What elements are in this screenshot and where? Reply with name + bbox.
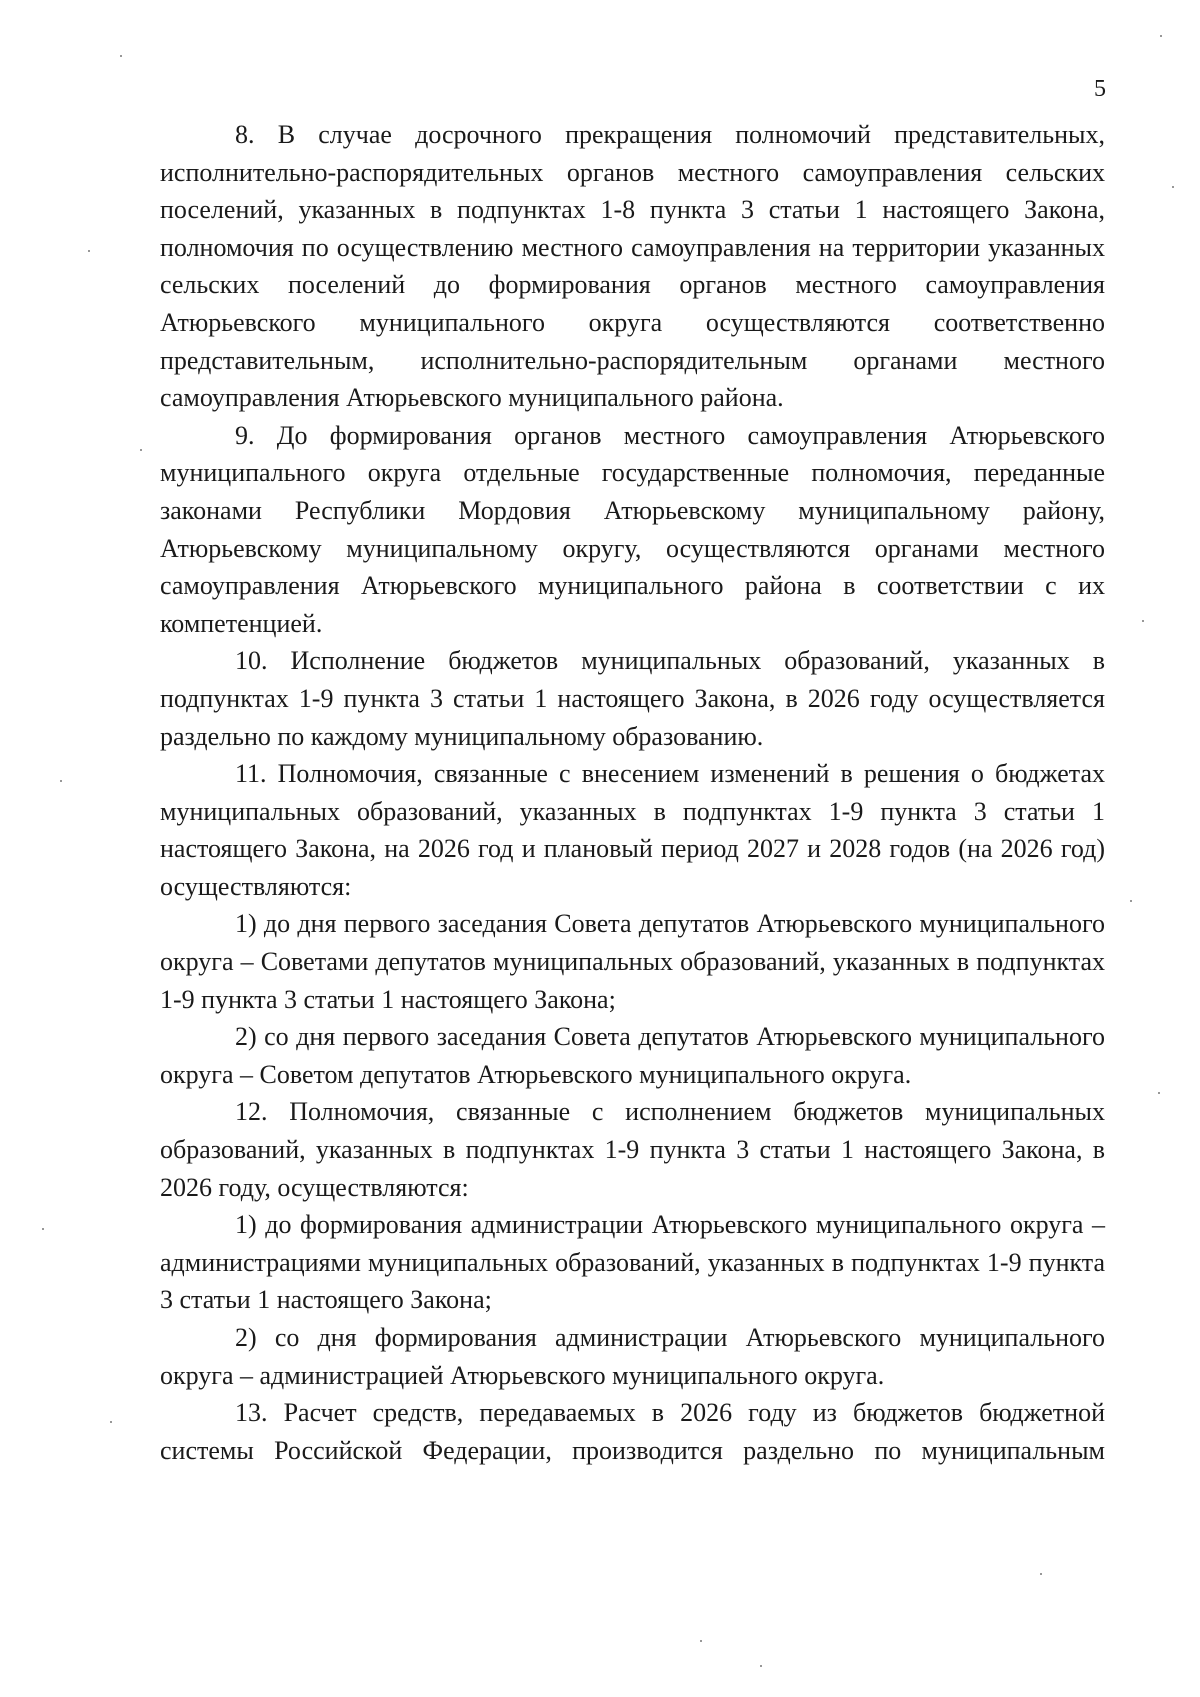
- paragraph-12-item-2: 2) со дня формирования администрации Атюрьевского муниципального округа – администрацией Атюрьевского муниципального округа.: [160, 1323, 1105, 1390]
- paragraph-12: 12. Полномочия, связанные с исполнением бюджетов муниципальных образований, указанных в подпунктах 1-9 пункта 3 статьи 1 настоящего Закона, в 2026 году, осуществляются:: [160, 1097, 1105, 1202]
- paragraph-8: 8. В случае досрочного прекращения полномочий представительных, исполнительно-распорядительных органов местного самоуправления сельских поселений, указанных в подпунктах 1-8 пункта 3 статьи 1 настоящего Закона, полномочия по осуществлению местного самоуправления на территории указанных сельских поселений до формирования органов местного самоуправления Атюрьевского муниципального округа осуществляются соответственно представительным, исполнительно-распорядительным органами местного самоуправления Атюрьевского муниципального района.: [160, 120, 1105, 413]
- scan-speck: [1160, 35, 1162, 37]
- scan-speck: [140, 449, 142, 451]
- scan-speck: [1158, 1092, 1160, 1094]
- scan-speck: [1172, 186, 1174, 188]
- scan-speck: [110, 1421, 112, 1423]
- paragraph-11-item-1: 1) до дня первого заседания Совета депутатов Атюрьевского муниципального округа – Советами депутатов муниципальных образований, указанных в подпунктах 1-9 пункта 3 статьи 1 настоящего Закона;: [160, 909, 1105, 1014]
- paragraph-13: 13. Расчет средств, передаваемых в 2026 году из бюджетов бюджетной системы Российской Федерации, производится раздельно по муниципальным: [160, 1398, 1105, 1465]
- scan-speck: [120, 55, 122, 57]
- scan-speck: [1130, 900, 1132, 902]
- scan-speck: [1142, 620, 1144, 622]
- document-body: [160, 116, 1105, 1469]
- paragraph-11: 11. Полномочия, связанные с внесением изменений в решения о бюджетах муниципальных образований, указанных в подпунктах 1-9 пункта 3 статьи 1 настоящего Закона, на 2026 год и плановый период 2027 и 2028 годов (на 2026 год) осуществляются:: [160, 759, 1105, 901]
- scan-speck: [88, 250, 90, 252]
- paragraph-10: 10. Исполнение бюджетов муниципальных образований, указанных в подпунктах 1-9 пункта 3 статьи 1 настоящего Закона, в 2026 году осуществляется раздельно по каждому муниципальному образованию.: [160, 646, 1105, 751]
- paragraph-9: 9. До формирования органов местного самоуправления Атюрьевского муниципального округа отдельные государственные полномочия, переданные законами Республики Мордовия Атюрьевскому муниципальному району, Атюрьевскому муниципальному округу, осуществляются органами местного самоуправления Атюрьевского муниципального района в соответствии с их компетенцией.: [160, 420, 1105, 638]
- scan-speck: [700, 1640, 702, 1642]
- scan-speck: [760, 1665, 762, 1667]
- page-number: 5: [1094, 76, 1106, 102]
- paragraph-12-item-1: 1) до формирования администрации Атюрьевского муниципального округа – администрациями муниципальных образований, указанных в подпунктах 1-9 пункта 3 статьи 1 настоящего Закона;: [160, 1210, 1105, 1315]
- scan-speck: [1040, 1573, 1042, 1575]
- scan-speck: [60, 780, 62, 782]
- paragraph-11-item-2: 2) со дня первого заседания Совета депутатов Атюрьевского муниципального округа – Советом депутатов Атюрьевского муниципального округа.: [160, 1022, 1105, 1089]
- scan-speck: [42, 1228, 44, 1230]
